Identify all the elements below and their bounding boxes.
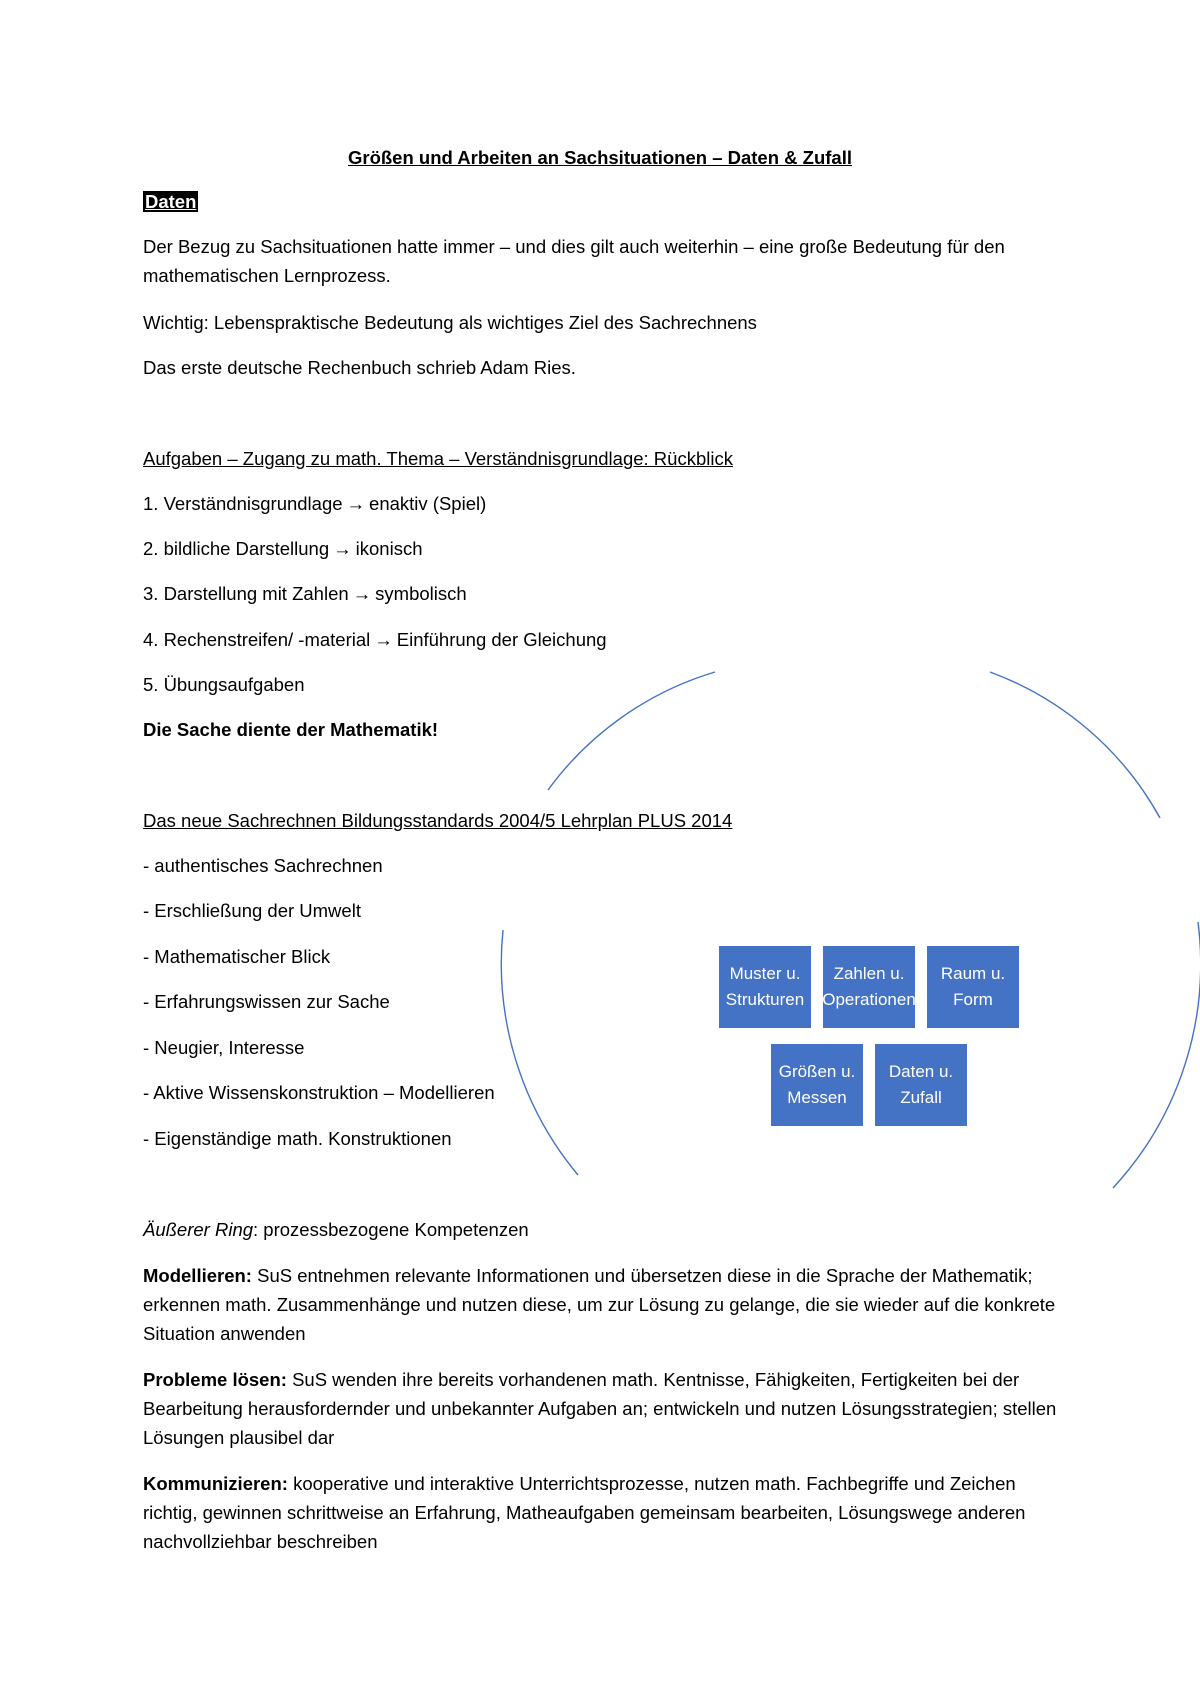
section1-heading: Aufgaben – Zugang zu math. Thema – Verständnisgrundlage: Rückblick — [143, 448, 733, 469]
list-item — [143, 535, 422, 563]
box-label: Daten u. Zufall — [888, 1062, 954, 1107]
arrow-right-icon: → — [374, 629, 393, 650]
list-item: - Eigenständige math. Konstruktionen — [143, 1128, 452, 1149]
competence-box-daten — [875, 1044, 967, 1126]
box-label: Raum u. Form — [940, 964, 1006, 1009]
probleme-paragraph — [143, 1365, 1073, 1452]
list-item: - Erfahrungswissen zur Sache — [143, 991, 390, 1012]
modellieren-label: Modellieren: — [143, 1265, 252, 1286]
section2-heading: Das neue Sachrechnen Bildungsstandards 2004/5 Lehrplan PLUS 2014 — [143, 810, 733, 831]
list-item: - Aktive Wissenskonstruktion – Modellieren — [143, 1082, 495, 1103]
competence-box-raum — [927, 946, 1019, 1028]
kommunizieren-label: Kommunizieren: — [143, 1473, 288, 1494]
intro-paragraph-2 — [143, 309, 757, 337]
item-value: Einführung der Gleichung — [396, 629, 607, 650]
item-value: ikonisch — [355, 538, 423, 559]
list-item: - Mathematischer Blick — [143, 946, 331, 967]
intro-paragraph-3: Das erste deutsche Rechenbuch schrieb Adam Ries. — [143, 357, 576, 378]
arrow-right-icon: → — [333, 538, 352, 559]
competence-box-groessen — [771, 1044, 863, 1126]
list-item: 5. Übungsaufgaben — [143, 674, 305, 695]
item-label: 3. Darstellung mit Zahlen — [143, 583, 349, 604]
wichtig-text: Lebenspraktische Bedeutung als wichtiges Ziel des Sachrechnens — [208, 312, 757, 333]
intro-paragraph-1: Der Bezug zu Sachsituationen hatte immer – und dies gilt auch weiterhin – eine große Bedeutung für den mathematischen Lernprozess. — [143, 236, 1005, 286]
list-item — [143, 626, 607, 654]
outer-ring-text: : prozessbezogene Kompetenzen — [253, 1219, 529, 1240]
outer-ring-label: Äußerer Ring — [143, 1219, 254, 1240]
kommunizieren-text: kooperative und interaktive Unterrichtsprozesse, nutzen math. Fachbegriffe und Zeichen richtig, gewinnen schrittweise an Erfahrung, Matheaufgaben gemeinsam bearbeiten, Lösungswege anderen nachvollziehbar beschreiben — [143, 1473, 1026, 1552]
modellieren-text: SuS entnehmen relevante Informationen und übersetzen diese in die Sprache der Mathematik; erkennen math. Zusammenhänge und nutzen diese, um zur Lösung zu gelange, die sie wieder auf die konkrete Situation anwenden — [143, 1265, 1056, 1344]
ring-arc-left — [501, 930, 578, 1175]
section1-conclusion: Die Sache diente der Mathematik! — [143, 719, 439, 740]
kommunizieren-paragraph — [143, 1469, 1073, 1556]
arrow-right-icon: → — [346, 493, 366, 514]
box-label: Größen u. Messen — [778, 1062, 856, 1107]
box-label: Muster u. Strukturen — [725, 964, 805, 1009]
box-label: Zahlen u. Operationen — [822, 964, 916, 1009]
page-title: Größen und Arbeiten an Sachsituationen – Daten & Zufall — [347, 147, 852, 168]
item-label: 2. bildliche Darstellung — [143, 538, 330, 559]
competence-box-zahlen — [823, 946, 915, 1028]
outer-ring-line — [143, 1216, 529, 1244]
wichtig-label: Wichtig: — [143, 312, 209, 333]
item-value: symbolisch — [375, 583, 467, 604]
arrow-right-icon: → — [352, 583, 372, 604]
ring-arc-top-left — [548, 672, 715, 790]
ring-arc-top-right — [990, 672, 1160, 818]
modellieren-paragraph — [143, 1261, 1073, 1348]
daten-heading-text: Daten — [145, 191, 197, 212]
item-label: 1. Verständnisgrundlage — [143, 493, 343, 514]
list-item: - authentisches Sachrechnen — [143, 855, 383, 876]
probleme-label: Probleme lösen: — [143, 1369, 287, 1390]
ring-arc-right — [1113, 922, 1200, 1188]
probleme-text: SuS wenden ihre bereits vorhandenen math. Kentnisse, Fähigkeiten, Fertigkeiten bei der Bearbeitung herausfordernder und unbekannter Aufgaben an; entwickeln und nutzen Lösungsstrategien; stellen Lösungen plausibel dar — [143, 1369, 1057, 1448]
item-value: enaktiv (Spiel) — [369, 493, 487, 514]
item-label: 4. Rechenstreifen/ -material — [143, 629, 371, 650]
daten-heading — [143, 188, 198, 216]
list-item: - Erschließung der Umwelt — [143, 900, 361, 921]
list-item: - Neugier, Interesse — [143, 1037, 305, 1058]
list-item — [143, 580, 467, 608]
list-item — [143, 490, 486, 518]
competence-box-muster — [719, 946, 811, 1028]
